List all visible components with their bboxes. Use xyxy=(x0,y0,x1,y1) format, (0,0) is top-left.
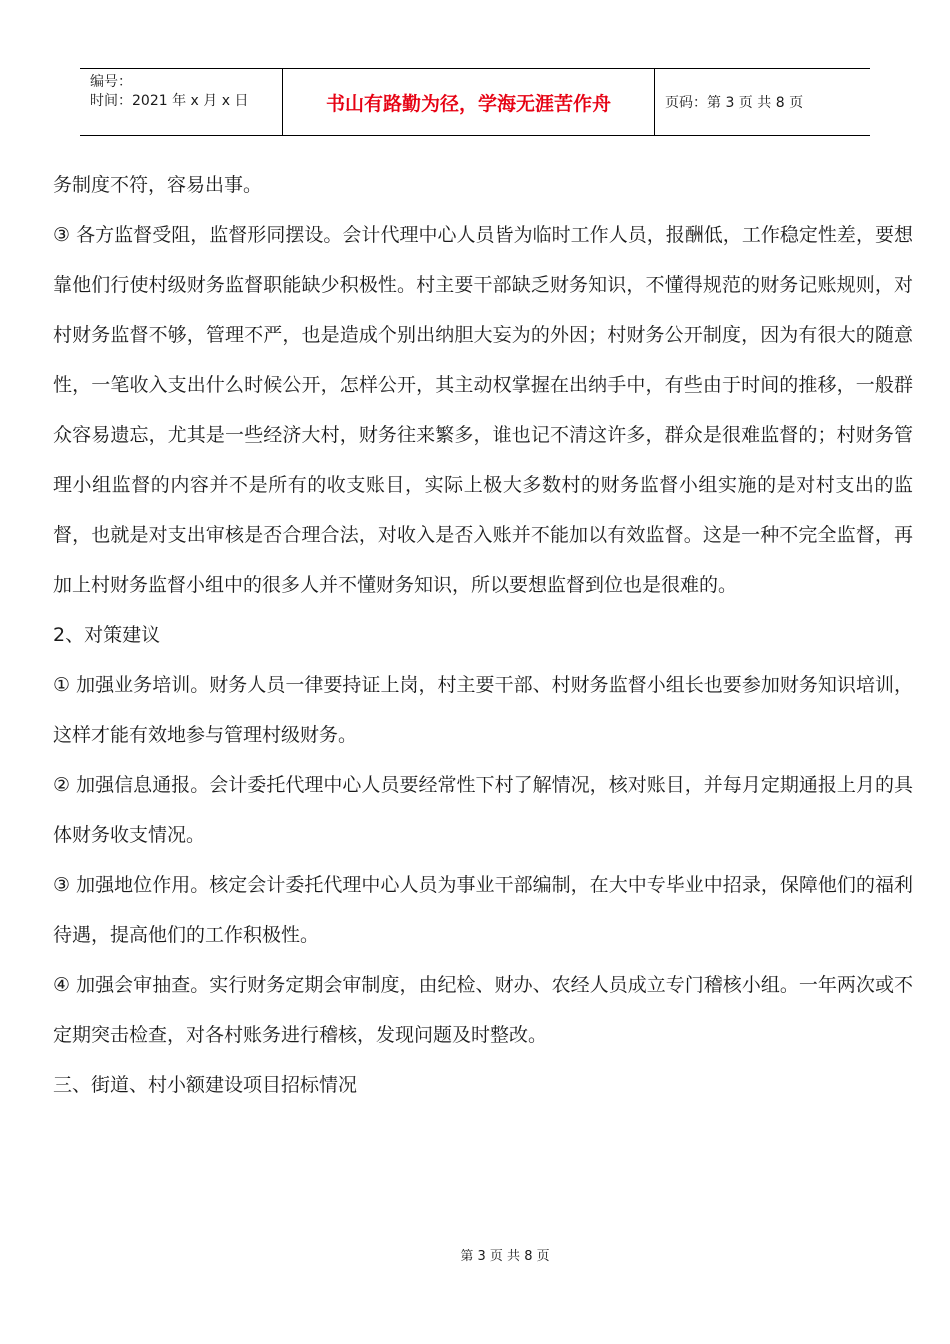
paragraph: 务制度不符，容易出事。 xyxy=(53,174,263,196)
paragraph: ② 加强信息通报。会计委托代理中心人员要经常性下村了解情况，核对账目，并每月定期通报上月的具体财务收支情况。 xyxy=(53,774,913,846)
section-heading: 三、街道、村小额建设项目招标情况 xyxy=(53,1074,358,1096)
page-footer: 第 3 页 共 8 页 xyxy=(460,1249,550,1264)
paragraph: ① 加强业务培训。财务人员一律要持证上岗，村主要干部、村财务监督小组长也要参加财务知识培训，这样才能有效地参与管理村级财务。 xyxy=(53,674,913,746)
document-time-label: 时间：2021 年 x 月 x 日 xyxy=(90,93,249,109)
header-meta xyxy=(80,69,283,135)
paragraph: ④ 加强会审抽查。实行财务定期会审制度，由纪检、财办、农经人员成立专门稽核小组。一年两次或不定期突击检查，对各村账务进行稽核，发现问题及时整改。 xyxy=(53,974,913,1046)
header-motto: 书山有路勤为径，学海无涯苦作舟 xyxy=(283,69,655,135)
page-header xyxy=(80,68,870,136)
header-page-indicator: 页码：第 3 页 共 8 页 xyxy=(665,95,804,111)
paragraph: ③ 各方监督受阻，监督形同摆设。会计代理中心人员皆为临时工作人员，报酬低，工作稳定性差，要想靠他们行使村级财务监督职能缺少积极性。村主要干部缺乏财务知识，不懂得规范的财务记账规则，对村财务监督不够，管理不严，也是造成个别出纳胆大妄为的外因；村财务公开制度，因为有很大的随意性，一笔收入支出什么时候公开，怎样公开，其主动权掌握在出纳手中，有些由于时间的推移，一般群众容易遗忘，尤其是一些经济大村，财务往来繁多，谁也记不清这许多，群众是很难监督的；村财务管理小组监督的内容并不是所有的收支账目，实际上极大多数村的财务监督小组实施的是对村支出的监督，也就是对支出审核是否合理合法，对收入是否入账并不能加以有效监督。这是一种不完全监督，再加上村财务监督小组中的很多人并不懂财务知识，所以要想监督到位也是很难的。 xyxy=(53,224,913,596)
document-body xyxy=(53,160,913,1110)
paragraph: ③ 加强地位作用。核定会计委托代理中心人员为事业干部编制，在大中专毕业中招录，保障他们的福利待遇，提高他们的工作积极性。 xyxy=(53,874,913,946)
document-number-label: 编号： xyxy=(90,74,132,90)
section-heading: 2、对策建议 xyxy=(53,624,161,646)
